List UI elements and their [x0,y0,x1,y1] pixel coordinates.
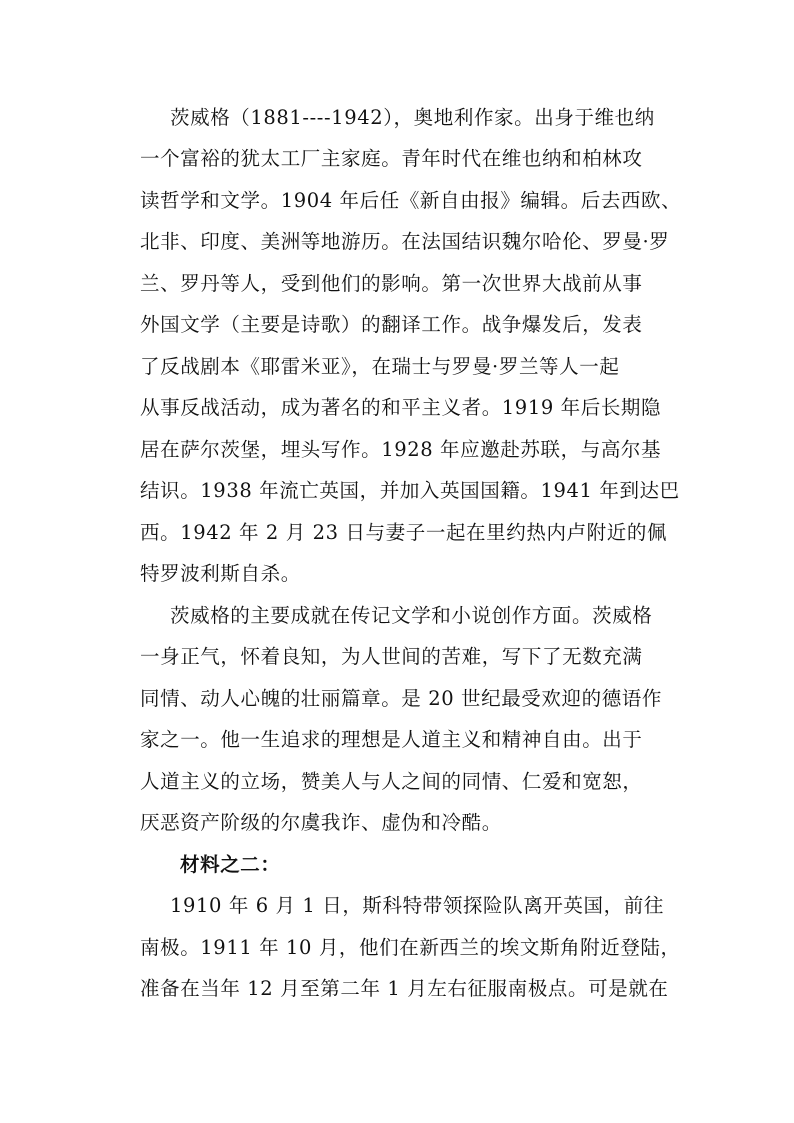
paragraph-3-line-3: 准备在当年 12 月至第二年 1 月左右征服南极点。可是就在 [140,977,669,1000]
paragraph-1-line-6: 外国文学（主要是诗歌）的翻译工作。战争爆发后，发表 [140,313,643,336]
paragraph-1-line-12: 特罗波利斯自杀。 [140,562,301,585]
paragraph-1-line-8: 从事反战活动，成为著名的和平主义者。1919 年后长期隐 [140,396,662,419]
section-heading: 材料之二： [180,853,281,876]
paragraph-2-line-4: 家之一。他一生追求的理想是人道主义和精神自由。出于 [140,728,643,751]
paragraph-2-line-5: 人道主义的立场，赞美人与人之间的同情、仁爱和宽恕， [140,770,643,793]
paragraph-3-line-1: 1910 年 6 月 1 日，斯科特带领探险队离开英国，前往 [170,894,664,917]
paragraph-1-line-3: 读哲学和文学。1904 年后任《新自由报》编辑。后去西欧、 [140,189,682,212]
paragraph-1-line-5: 兰、罗丹等人，受到他们的影响。第一次世界大战前从事 [140,272,643,295]
paragraph-1-line-10: 结识。1938 年流亡英国，并加入英国国籍。1941 年到达巴 [140,479,680,502]
paragraph-1-line-9: 居在萨尔茨堡，埋头写作。1928 年应邀赴苏联，与高尔基 [140,438,662,461]
paragraph-3-line-2: 南极。1911 年 10 月，他们在新西兰的埃文斯角附近登陆， [140,936,681,959]
paragraph-1-line-11: 西。1942 年 2 月 23 日与妻子一起在里约热内卢附近的佩 [140,521,668,544]
paragraph-2-line-6: 厌恶资产阶级的尔虞我诈、虚伪和冷酷。 [140,811,502,834]
paragraph-2-line-3: 同情、动人心魄的壮丽篇章。是 20 世纪最受欢迎的德语作 [140,687,663,710]
paragraph-1-line-1: 茨威格（1881----1942），奥地利作家。出身于维也纳 [170,106,655,129]
paragraph-1-line-2: 一个富裕的犹太工厂主家庭。青年时代在维也纳和柏林攻 [140,147,643,170]
paragraph-2-line-1: 茨威格的主要成就在传记文学和小说创作方面。茨威格 [170,604,653,627]
paragraph-1-line-4: 北非、印度、美洲等地游历。在法国结识魏尔哈伦、罗曼·罗 [140,230,670,253]
paragraph-1-line-7: 了反战剧本《耶雷米亚》，在瑞士与罗曼·罗兰等人一起 [140,355,620,378]
paragraph-2-line-2: 一身正气，怀着良知，为人世间的苦难，写下了无数充满 [140,645,643,668]
